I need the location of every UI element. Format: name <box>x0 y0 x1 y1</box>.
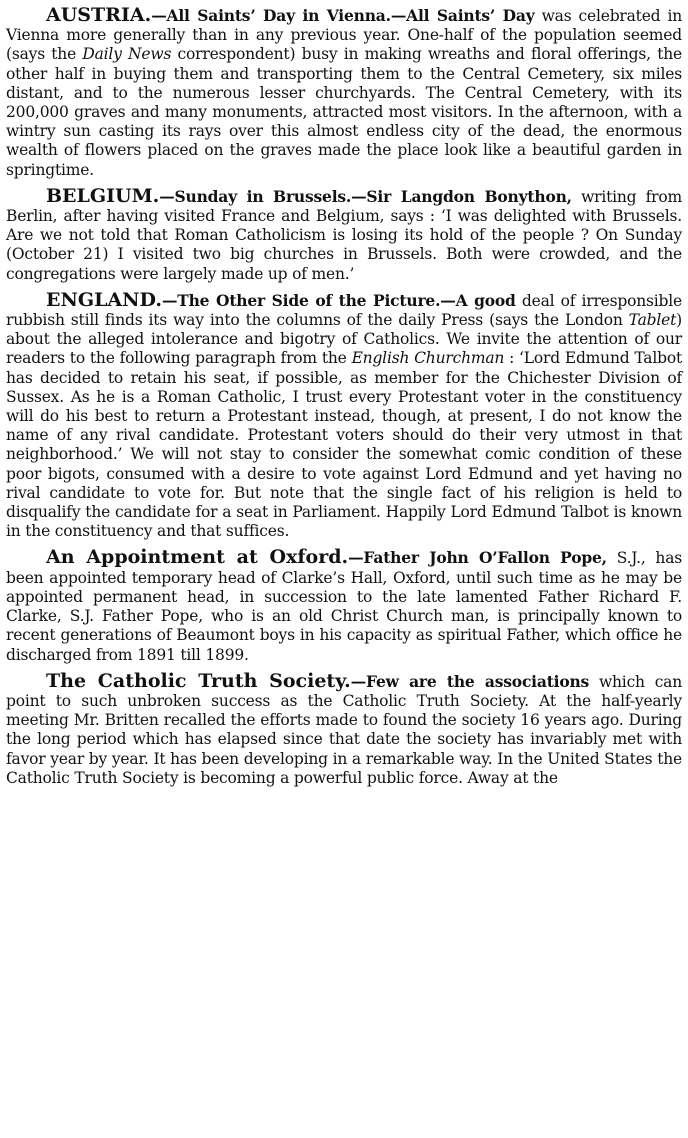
article-paragraph <box>6 6 682 180</box>
article-lead: —A good <box>440 290 516 310</box>
article-subheading: —Sunday in Brussels. <box>159 186 352 206</box>
article-body: deal of irresponsible rubbish still finds its way into the columns of the daily Press (says the London <box>6 291 682 330</box>
article-body: ) about the alleged intolerance and bigotry of Catholics. We invite the attention of our readers to the following paragraph from the <box>6 311 682 368</box>
article-oxford <box>6 548 682 664</box>
article-body: : ‘Lord Edmund Talbot has decided to retain his seat, if possible, as member for the Chichester Division of Sussex. As he is a Roman Catholic, I trust every Protestant voter in the constituency will do his best to return a Protestant instead, though, at present, I do not know the name of any rival candidate. Protestant voters should do their very utmost in that neighborhood.’ We will not stay to consider the somewhat comic condition of these poor bigots, consumed with a desire to vote against Lord Edmund and yet having no rival candidate to vote for. But note that the single fact of his religion is held to disqualify the candidate for a seat in Parliament. Happily Lord Edmund Talbot is known in the constituency and that suffices. <box>6 349 682 541</box>
article-body: S.J., has been appointed temporary head of Clarke’s Hall, Oxford, until such time as he may be appointed permanent head, in succession to the late lamented Father Richard F. Clarke, S.J. Father Pope, who is an old Christ Church man, is principally known to recent generations of Beaumont boys in his capacity as spiritual Father, which office he discharged from 1891 till 1899. <box>6 549 683 664</box>
article-body: correspondent) busy in making wreaths and floral offerings, the other half in buying them and transporting them to the Central Cemetery, six miles distant, and to the numerous lesser churchyards. The Central Cemetery, with its 200,000 graves and many monuments, attracted most visitors. In the afternoon, with a wintry sun casting its rays over this almost endless city of the dead, the enormous wealth of flowers placed on the graves made the place look like a beautiful garden in springtime. <box>6 45 682 179</box>
article-subheading: —All Saints’ Day in Vienna. <box>151 6 391 25</box>
article-lead: —Father John O’Fallon Pope, <box>348 548 607 568</box>
article-subheading: —The Other Side of the Picture. <box>161 290 441 310</box>
article-heading: The Catholic Truth Society. <box>46 669 351 692</box>
article-england <box>6 288 682 542</box>
article-catholic-truth-society <box>6 669 682 788</box>
article-body: writing from Berlin, after having visited France and Belgium, says : ‘I was delighted with Brussels. Are we not told that Roman Catholicism is losing its hold of the people ? On Sunday (October 21) I visited two big churches in Brussels. Both were crowded, and the congregations were largely made up of men.’ <box>6 187 682 283</box>
article-lead: —All Saints’ Day <box>390 6 535 25</box>
article-heading: BELGIUM. <box>46 184 160 207</box>
article-heading: ENGLAND. <box>46 288 162 311</box>
publication-name: English Churchman <box>351 349 505 368</box>
article-heading: An Appointment at Oxford. <box>46 546 349 569</box>
article-body: which can point to such unbroken success as the Catholic Truth Society. At the half-yearly meeting Mr. Britten recalled the efforts made to found the society 16 years ago. During the long period which has elapsed since that date the society has invariably met with favor year by year. It has been developing in a remarkable way. In the United States the Catholic Truth Society is becoming a powerful public force. Away at the <box>6 672 682 787</box>
article-heading: AUSTRIA. <box>46 4 152 26</box>
article-body: was celebrated in Vienna more generally than in any previous year. One-half of the population seemed (says the <box>6 7 682 64</box>
article-paragraph <box>6 548 682 664</box>
article-paragraph <box>6 184 682 284</box>
article-lead: —Sir Langdon Bonython, <box>351 186 572 206</box>
article-paragraph <box>6 288 682 542</box>
article-belgium <box>6 184 682 284</box>
publication-name: Daily News <box>82 45 172 64</box>
article-austria <box>6 6 682 180</box>
publication-name: Tablet <box>628 311 677 330</box>
article-lead: —Few are the associations <box>350 671 590 691</box>
article-paragraph <box>6 669 682 788</box>
